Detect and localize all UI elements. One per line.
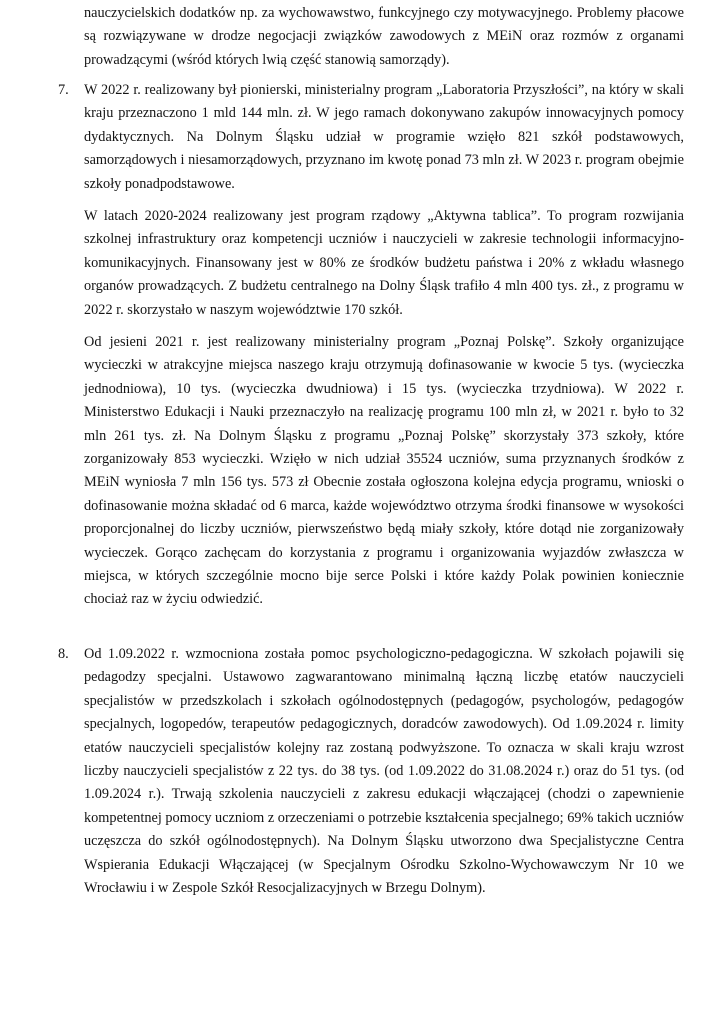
item-7-paragraph-aktywna-tablica: W latach 2020-2024 realizowany jest program rządowy „Aktywna tablica”. To program rozwijania szkolnej infrastruktury oraz kompetencji uczniów i nauczycieli w zakresie technologii informacyjno-komunikacyjnych. Finansowany jest w 80% ze środków budżetu państwa i 20% z wkładu własnego organów prowadzących. Z budżetu centralnego na Dolny Śląsk trafiło 4 mln 400 tys. zł., z programu w 2022 r. skorzystało w naszym województwie 170 szkół. (84, 208, 684, 318)
item-7-paragraph-laboratoria: W 2022 r. realizowany był pionierski, ministerialny program „Laboratoria Przyszłości”, na który w skali kraju przeznaczono 1 mld 144 mln. zł. W jego ramach dokonywano zakupów innowacyjnych pomocy dydaktycznych. Na Dolnym Śląsku udział w programie wzięło 821 szkół podstawowych, samorządowych i niesamorządowych, przyznano im kwotę ponad 73 mln zł. W 2023 r. program obejmie szkoły ponadpodstawowe. (84, 82, 684, 192)
item-7-paragraph-poznaj-polske: Od jesieni 2021 r. jest realizowany ministerialny program „Poznaj Polskę”. Szkoły organizujące wycieczki w atrakcyjne miejsca naszego kraju otrzymują dofinasowanie w kwocie 5 tys. (wycieczka jednodniowa), 10 tys. (wycieczka dwudniowa) i 15 tys. (wycieczka trzydniowa). W 2022 r. Ministerstwo Edukacji i Nauki przeznaczyło na realizację programu 100 mln zł, w 2021 r. było to 32 mln 261 tys. zł. Na Dolnym Śląsku z programu „Poznaj Polskę” skorzystały 373 szkoły, które zorganizowały 853 wycieczki. Wzięło w nich udział 35524 uczniów, suma przyznanych środków z MEiN wyniosła 7 mln 156 tys. 573 zł Obecnie została ogłoszona kolejna edycja programu, wnioski o dofinasowanie można składać od 6 marca, każde województwo otrzyma środki finansowe w wysokości proporcjonalnej do liczby uczniów, pierwszeństwo będą miały szkoły, które dotąd nie zorganizowały wycieczek. Gorąco zachęcam do korzystania z programu i organizowania wyjazdów zwłaszcza w miejsca, w których szczególnie mocno bije serce Polski i które każdy Polak powinien koniecznie chociaż raz w życiu odwiedzić. (84, 334, 684, 608)
item-8-paragraph-pomoc: Od 1.09.2022 r. wzmocniona została pomoc psychologiczno-pedagogiczna. W szkołach pojawili się pedagodzy specjalni. Ustawowo zagwarantowano minimalną łączną liczbę etatów nauczycieli specjalistów w przedszkolach i szkołach ogólnodostępnych (pedagogów, psychologów, pedagogów specjalnych, logopedów, terapeutów pedagogicznych, doradców zawodowych). Od 1.09.2024 r. limity etatów nauczycieli specjalistów kolejny raz zostaną podwyższone. To oznacza w skali kraju wzrost liczby nauczycieli specjalistów z 22 tys. do 38 tys. (od 1.09.2022 do 31.08.2024 r.) oraz do 51 tys. (od 1.09.2024 r.). Trwają szkolenia nauczycieli z zakresu edukacji włączającej (chodzi o zapewnienie kompetentnej pomocy uczniom z orzeczeniami o potrzebie kształcenia specjalnego; 69% takich uczniów uczęszcza do szkół ogólnodostępnych). Na Dolnym Śląsku utworzono dwa Specjalistyczne Centra Wspierania Edukacji Włączającej (w Specjalnym Ośrodku Szkolno-Wychowawczym Nr 10 we Wrocławiu i w Zespole Szkół Resocjalizacyjnych w Brzegu Dolnym). (84, 646, 684, 897)
item-7-number: 7. (58, 82, 69, 98)
intro-continuation-paragraph: nauczycielskich dodatków np. za wychowawstwo, funkcyjnego czy motywacyjnego. Problemy płacowe są rozwiązywane w drodze negocjacji związków zawodowych z MEiN oraz rozmów z organami prowadzącymi (wśród których lwią część stanowią samorządy). (84, 5, 684, 68)
item-8-number: 8. (58, 646, 69, 662)
